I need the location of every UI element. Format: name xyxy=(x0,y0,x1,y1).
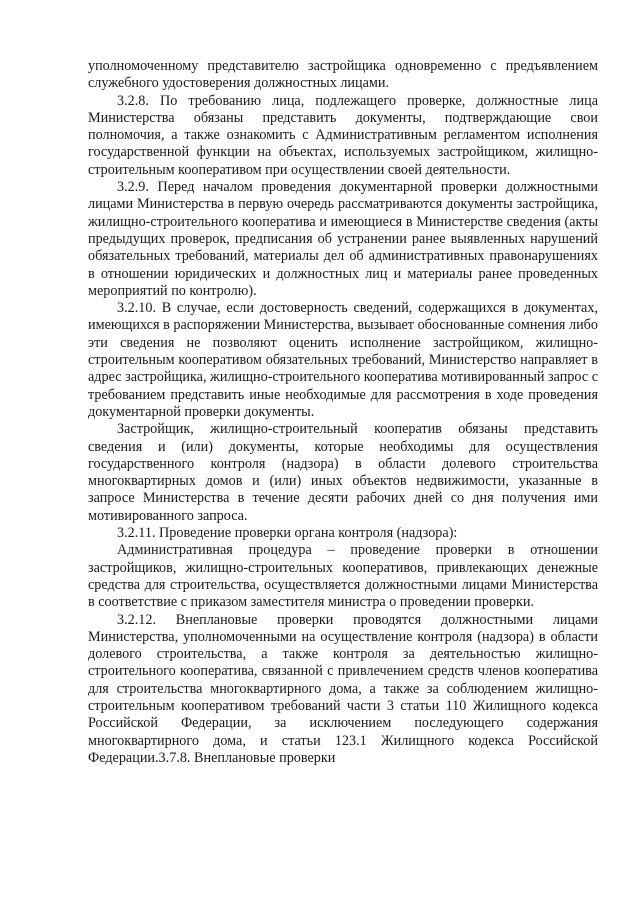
paragraph-3-2-8: 3.2.8. По требованию лица, подлежащего проверке, должностные лица Министерства обязаны представить документы, подтверждающие свои полномочия, а также ознакомить с Административным регламентом исполнения государственной функции на объектах, используемых застройщиком, жилищно-строительным кооперативом при осуществлении своей деятельности. xyxy=(88,92,598,178)
paragraph-developer-obligation: Застройщик, жилищно-строительный кооператив обязаны представить сведения и (или) документы, которые необходимы для осуществления государственного контроля (надзора) в области долевого строительства многоквартирных домов и (или) иных объектов недвижимости, указанные в запросе Министерства в течение десяти рабочих дней со дня получения ими мотивированного запроса. xyxy=(88,421,598,524)
paragraph-3-2-9: 3.2.9. Перед началом проведения документарной проверки должностными лицами Министерства в первую очередь рассматриваются документы застройщика, жилищно-строительного кооператива и имеющиеся в Министерстве сведения (акты предыдущих проверок, предписания об устранении ранее выявленных нарушений обязательных требований, материалы дел об административных правонарушениях в отношении юридических и должностных лиц и материалы ранее проведенных мероприятий по контролю). xyxy=(88,179,598,299)
paragraph-3-2-11: 3.2.11. Проведение проверки органа контроля (надзора): xyxy=(117,525,458,542)
paragraph-administrative-procedure: Административная процедура – проведение проверки в отношении застройщиков, жилищно-строительных кооперативов, привлекающих денежные средства для строительства, осуществляется должностными лицами Министерства в соответствие с приказом заместителя министра о проведении проверки. xyxy=(88,542,598,611)
paragraph-continuation: уполномоченному представителю застройщика одновременно с предъявлением служебного удостоверения должностных лицами. xyxy=(88,58,598,92)
document-page xyxy=(88,58,598,767)
paragraph-3-2-12: 3.2.12. Внеплановые проверки проводятся должностными лицами Министерства, уполномоченными на осуществление контроля (надзора) в области долевого строительства, а также контроля за деятельностью жилищно-строительного кооператива, связанной с привлечением средств членов кооператива для строительства многоквартирного дома, а также за соблюдением жилищно-строительным кооперативом требований части 3 статьи 110 Жилищного кодекса Российской Федерации, за исключением последующего содержания многоквартирного дома, и статьи 123.1 Жилищного кодекса Российской Федерации.3.7.8. Внеплановые проверки xyxy=(88,611,598,766)
paragraph-3-2-10: 3.2.10. В случае, если достоверность сведений, содержащихся в документах, имеющихся в распоряжении Министерства, вызывает обоснованные сомнения либо эти сведения не позволяют оценить исполнение застройщиком, жилищно-строительным кооперативом обязательных требований, Министерство направляет в адрес застройщика, жилищно-строительного кооператива мотивированный запрос с требованием представить иные необходимые для рассмотрения в ходе проведения документарной проверки документы. xyxy=(88,300,598,420)
